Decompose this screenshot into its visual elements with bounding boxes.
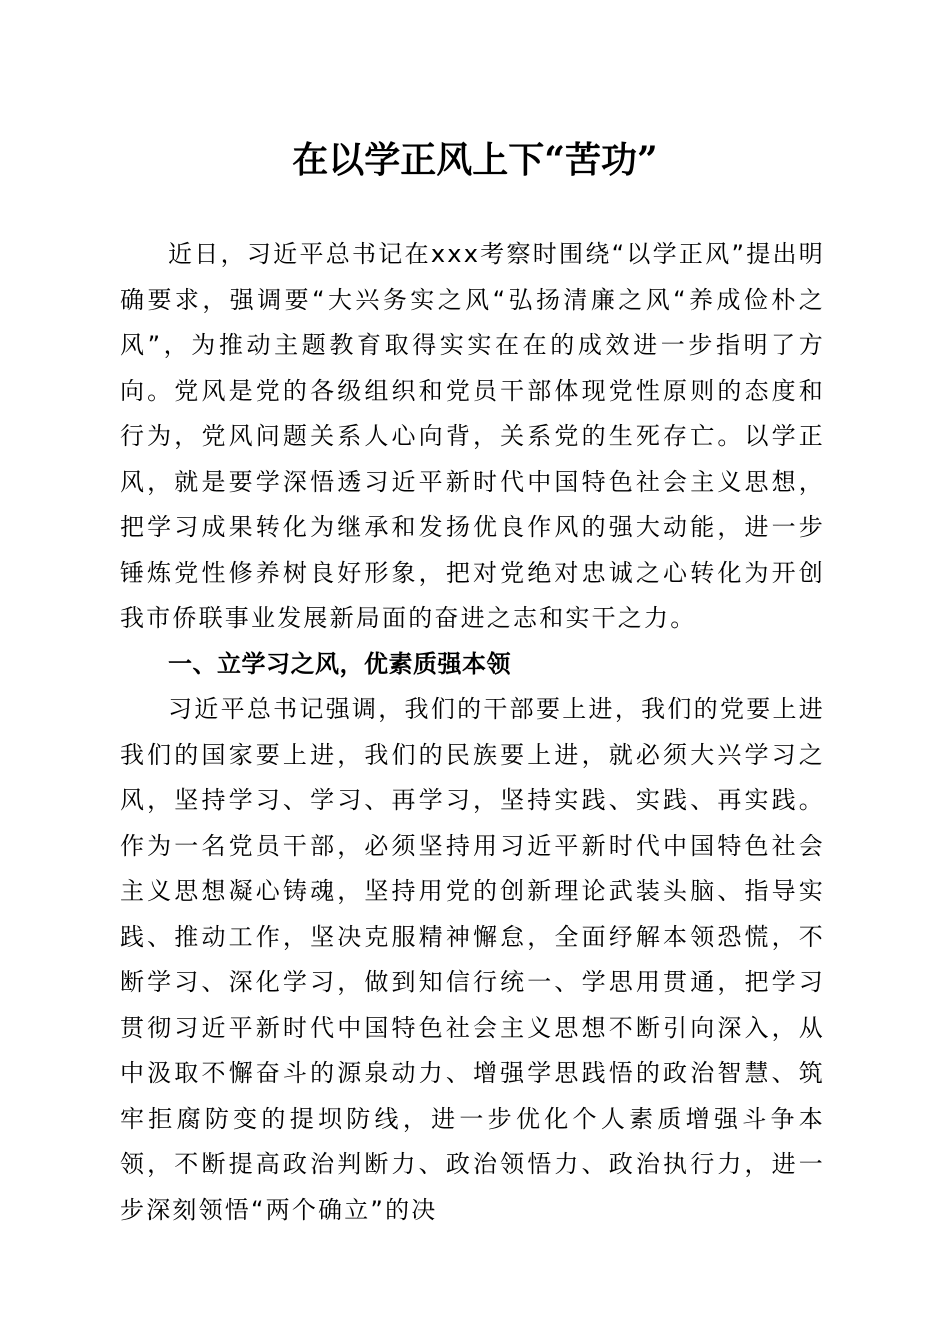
- document-title: 在以学正风上下“苦功”: [292, 139, 658, 181]
- paragraph-section-1: 习近平总书记强调，我们的干部要上进，我们的党要上进我们的国家要上进，我们的民族要上进，就必须大兴学习之风，坚持学习、学习、再学习，坚持实践、实践、再实践。作为一名党员干部，必须坚持用习近平新时代中国特色社会主义思想凝心铸魂，坚持用党的创新理论武装头脑、指导实践、推动工作，坚决克服精神懈怠，全面纾解本领恐慌，不断学习、深化学习，做到知信行统一、学思用贯通，把学习贯彻习近平新时代中国特色社会主义思想不断引向深入，从中汲取不懈奋斗的源泉动力、增强学思践悟的政治智慧、筑牢拒腐防变的提坝防线，进一步优化个人素质增强斗争本领，不断提高政治判断力、政治领悟力、政治执行力，进一步深刻领悟“两个确立”的决: [120, 695, 825, 1224]
- section-heading-1: 一、立学习之风，优素质强本领: [168, 649, 511, 678]
- paragraph-intro: 近日，习近平总书记在xxx考察时围绕“以学正风”提出明确要求，强调要“大兴务实之风“弘扬清廉之风“养成俭朴之风”，为推动主题教育取得实实在在的成效进一步指明了方向。党风是党的各级组织和党员干部体现党性原则的态度和行为，党风问题关系人心向背，关系党的生死存亡。以学正风，就是要学深悟透习近平新时代中国特色社会主义思想，把学习成果转化为继承和发扬优良作风的强大动能，进一步锤炼党性修养树良好形象，把对党绝对忠诚之心转化为开创我市侨联事业发展新局面的奋进之志和实干之力。: [120, 240, 825, 632]
- document-body: [120, 232, 825, 1233]
